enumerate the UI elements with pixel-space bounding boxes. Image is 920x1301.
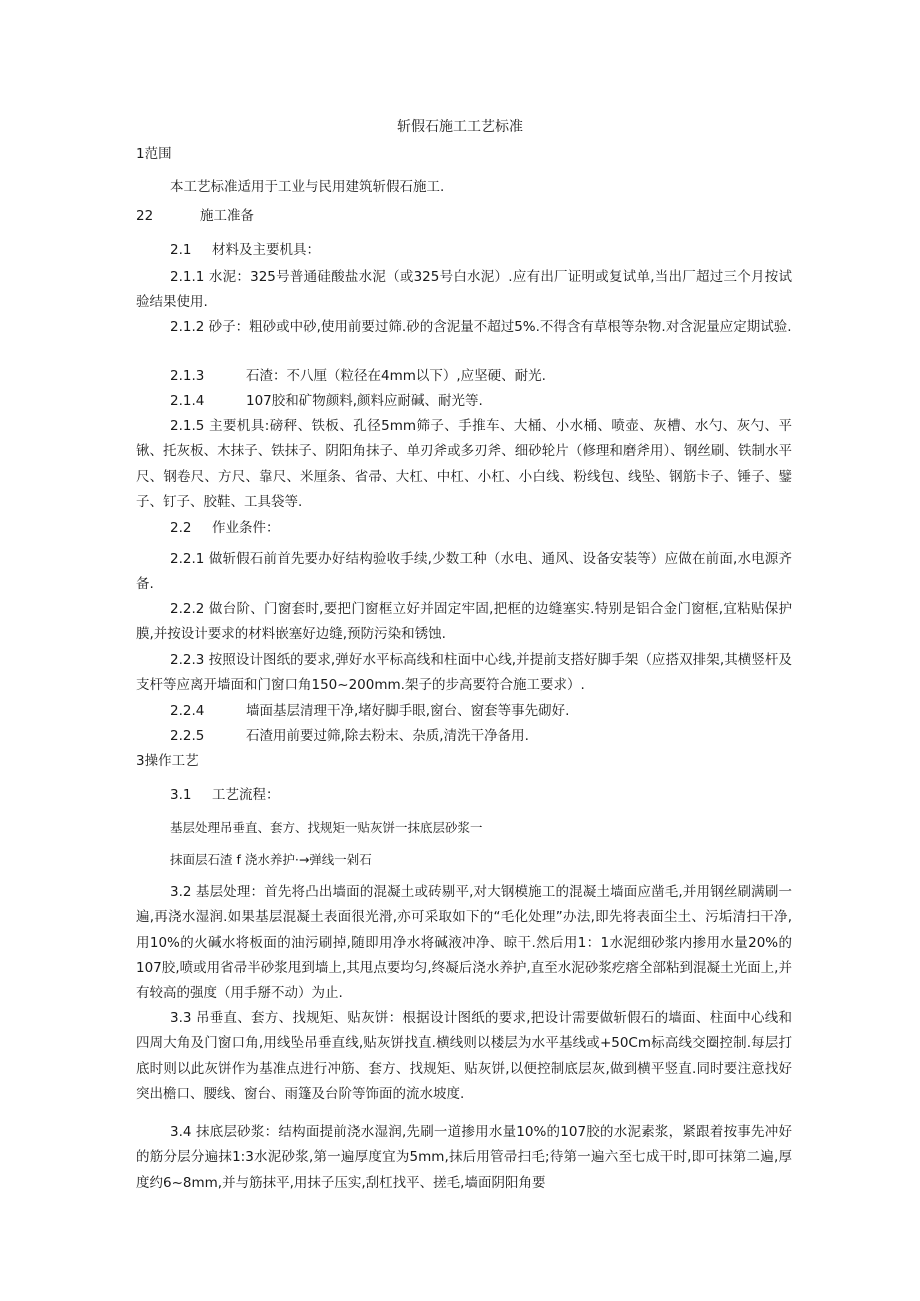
section-2-1-number: 2.1 [170,242,192,258]
section-2-1-3-number: 2.1.3 [170,368,205,384]
document-title: 斩假石施工工艺标准 [397,119,523,135]
section-3-1-text: 工艺流程： [212,787,280,803]
paragraph-2-2-2: 2.2.2 做台阶、门窗套时,要把门窗框立好并固定牢固,把框的边缝塞实.特别是铝合金门窗框,宜粘贴保护膜,并按设计要求的材料嵌塞好边缝,预防污染和锈蚀. [136,601,792,643]
paragraph-2-1-1: 2.1.1 水泥：325号普通硅酸盐水泥（或325号白水泥）.应有出厂证明或复试单,当出厂超过三个月按试验结果使用. [136,269,792,311]
paragraph-3-3: 3.3 吊垂直、套方、找规矩、贴灰饼：根据设计图纸的要求,把设计需要做斩假石的墙面、柱面中心线和四周大角及门窗口角,用线坠吊垂直线,贴灰饼找直.横线则以楼层为水平基线或+50Cm标高线交圈控制.每层打底时则以此灰饼作为基准点进行冲筋、套方、找规矩、贴灰饼,以便控制底层灰,做到横平竖直.同时要注意找好突出檐口、腰线、窗台、雨篷及台阶等饰面的流水坡度. [136,1010,792,1102]
paragraph-3-4: 3.4 抹底层砂浆：结构面提前浇水湿润,先刷一道掺用水量10%的107胶的水泥素浆，紧跟着按事先冲好的筋分层分遍抹1:3水泥砂浆,第一遍厚度宜为5mm,抹后用管帚扫毛;待第一遍六至七成干时,即可抹第二遍,厚度约6~8mm,并与筋抹平,用抹子压实,刮杠找平、搓毛,墙面阴阳角要 [136,1124,792,1191]
process-flow-line-1: 基层处理吊垂直、套方、找规矩一贴灰饼一抹底层砂浆一 [170,820,483,835]
section-2-2-text: 作业条件： [212,520,280,536]
paragraph-2-1-5: 2.1.5 主要机具:磅秤、铁板、孔径5mm筛子、手推车、大桶、小水桶、喷壶、灰槽、水勺、灰勺、平锹、托灰板、木抹子、铁抹子、阴阳角抹子、单刃斧或多刃斧、细砂轮片（修理和磨斧用）、钢丝刷、铁制水平尺、钢卷尺、方尺、靠尺、米厘条、省帚、大杠、中杠、小杠、小白线、粉线包、线坠、钢筋卡子、锤子、鐾子、钉子、胶鞋、工具袋等. [136,418,792,510]
section-2-2-5-text: 石渣用前要过筛,除去粉末、杂质,清洗干净备用. [246,728,529,744]
section-2-2-number: 2.2 [170,520,192,536]
section-2-2-4-text: 墙面基层清理干净,堵好脚手眼,窗台、窗套等事先砌好. [246,703,570,719]
paragraph-2-2-1: 2.2.1 做斩假石前首先要办好结构验收手续,少数工种（水电、通风、设备安装等）应做在前面,水电源齐备. [136,551,792,593]
section-2-1-4-text: 107胶和矿物颜料,颜料应耐碱、耐光等. [246,393,483,409]
paragraph-3-2: 3.2 基层处理：首先将凸出墙面的混凝土或砖剔平,对大钢模施工的混凝土墙面应凿毛,并用钢丝刷满刷一遍,再浇水湿润.如果基层混凝土表面很光滑,亦可采取如下的“毛化处理”办法,即先将表面尘土、污垢清扫干净,用10%的火碱水将板面的油污刷掉,随即用净水将碱液冲净、晾干.然后用1：1水泥细砂浆内掺用水量20%的107胶,喷或用省帚半砂浆甩到墙上,其甩点要均匀,终凝后浇水养护,直至水泥砂浆疙瘩全部粘到混凝土光面上,并有较高的强度（用手掰不动）为止. [136,884,792,1002]
section-1-heading: 1范围 [136,146,172,162]
section-2-heading: 施工准备 [200,208,254,224]
section-2-1-4-number: 2.1.4 [170,393,205,409]
paragraph-2-1-2: 2.1.2 砂子：粗砂或中砂,使用前要过筛.砂的含泥量不超过5%.不得含有草根等杂物.对含泥量应定期试验. [170,319,792,335]
section-2-number: 22 [136,208,154,224]
section-2-2-5-number: 2.2.5 [170,728,205,744]
section-1-text: 本工艺标准适用于工业与民用建筑斩假石施工. [170,179,445,195]
section-3-1-number: 3.1 [170,787,192,803]
paragraph-2-2-3: 2.2.3 按照设计图纸的要求,弹好水平标高线和柱面中心线,并提前支搭好脚手架（应搭双排架,其横竖杆及支杆等应离开墙面和门窗口角150~200mm.架子的步高要符合施工要求）. [136,652,792,694]
section-2-2-4-number: 2.2.4 [170,703,205,719]
process-flow-line-2: 抹面层石渣 f 浇水养护·→弹线一剁石 [170,852,372,867]
section-2-1-3-text: 石渣：不八厘（粒径在4mm以下）,应坚硬、耐光. [246,368,546,384]
section-2-1-text: 材料及主要机具： [212,242,320,258]
section-3-heading: 3操作工艺 [136,753,199,769]
